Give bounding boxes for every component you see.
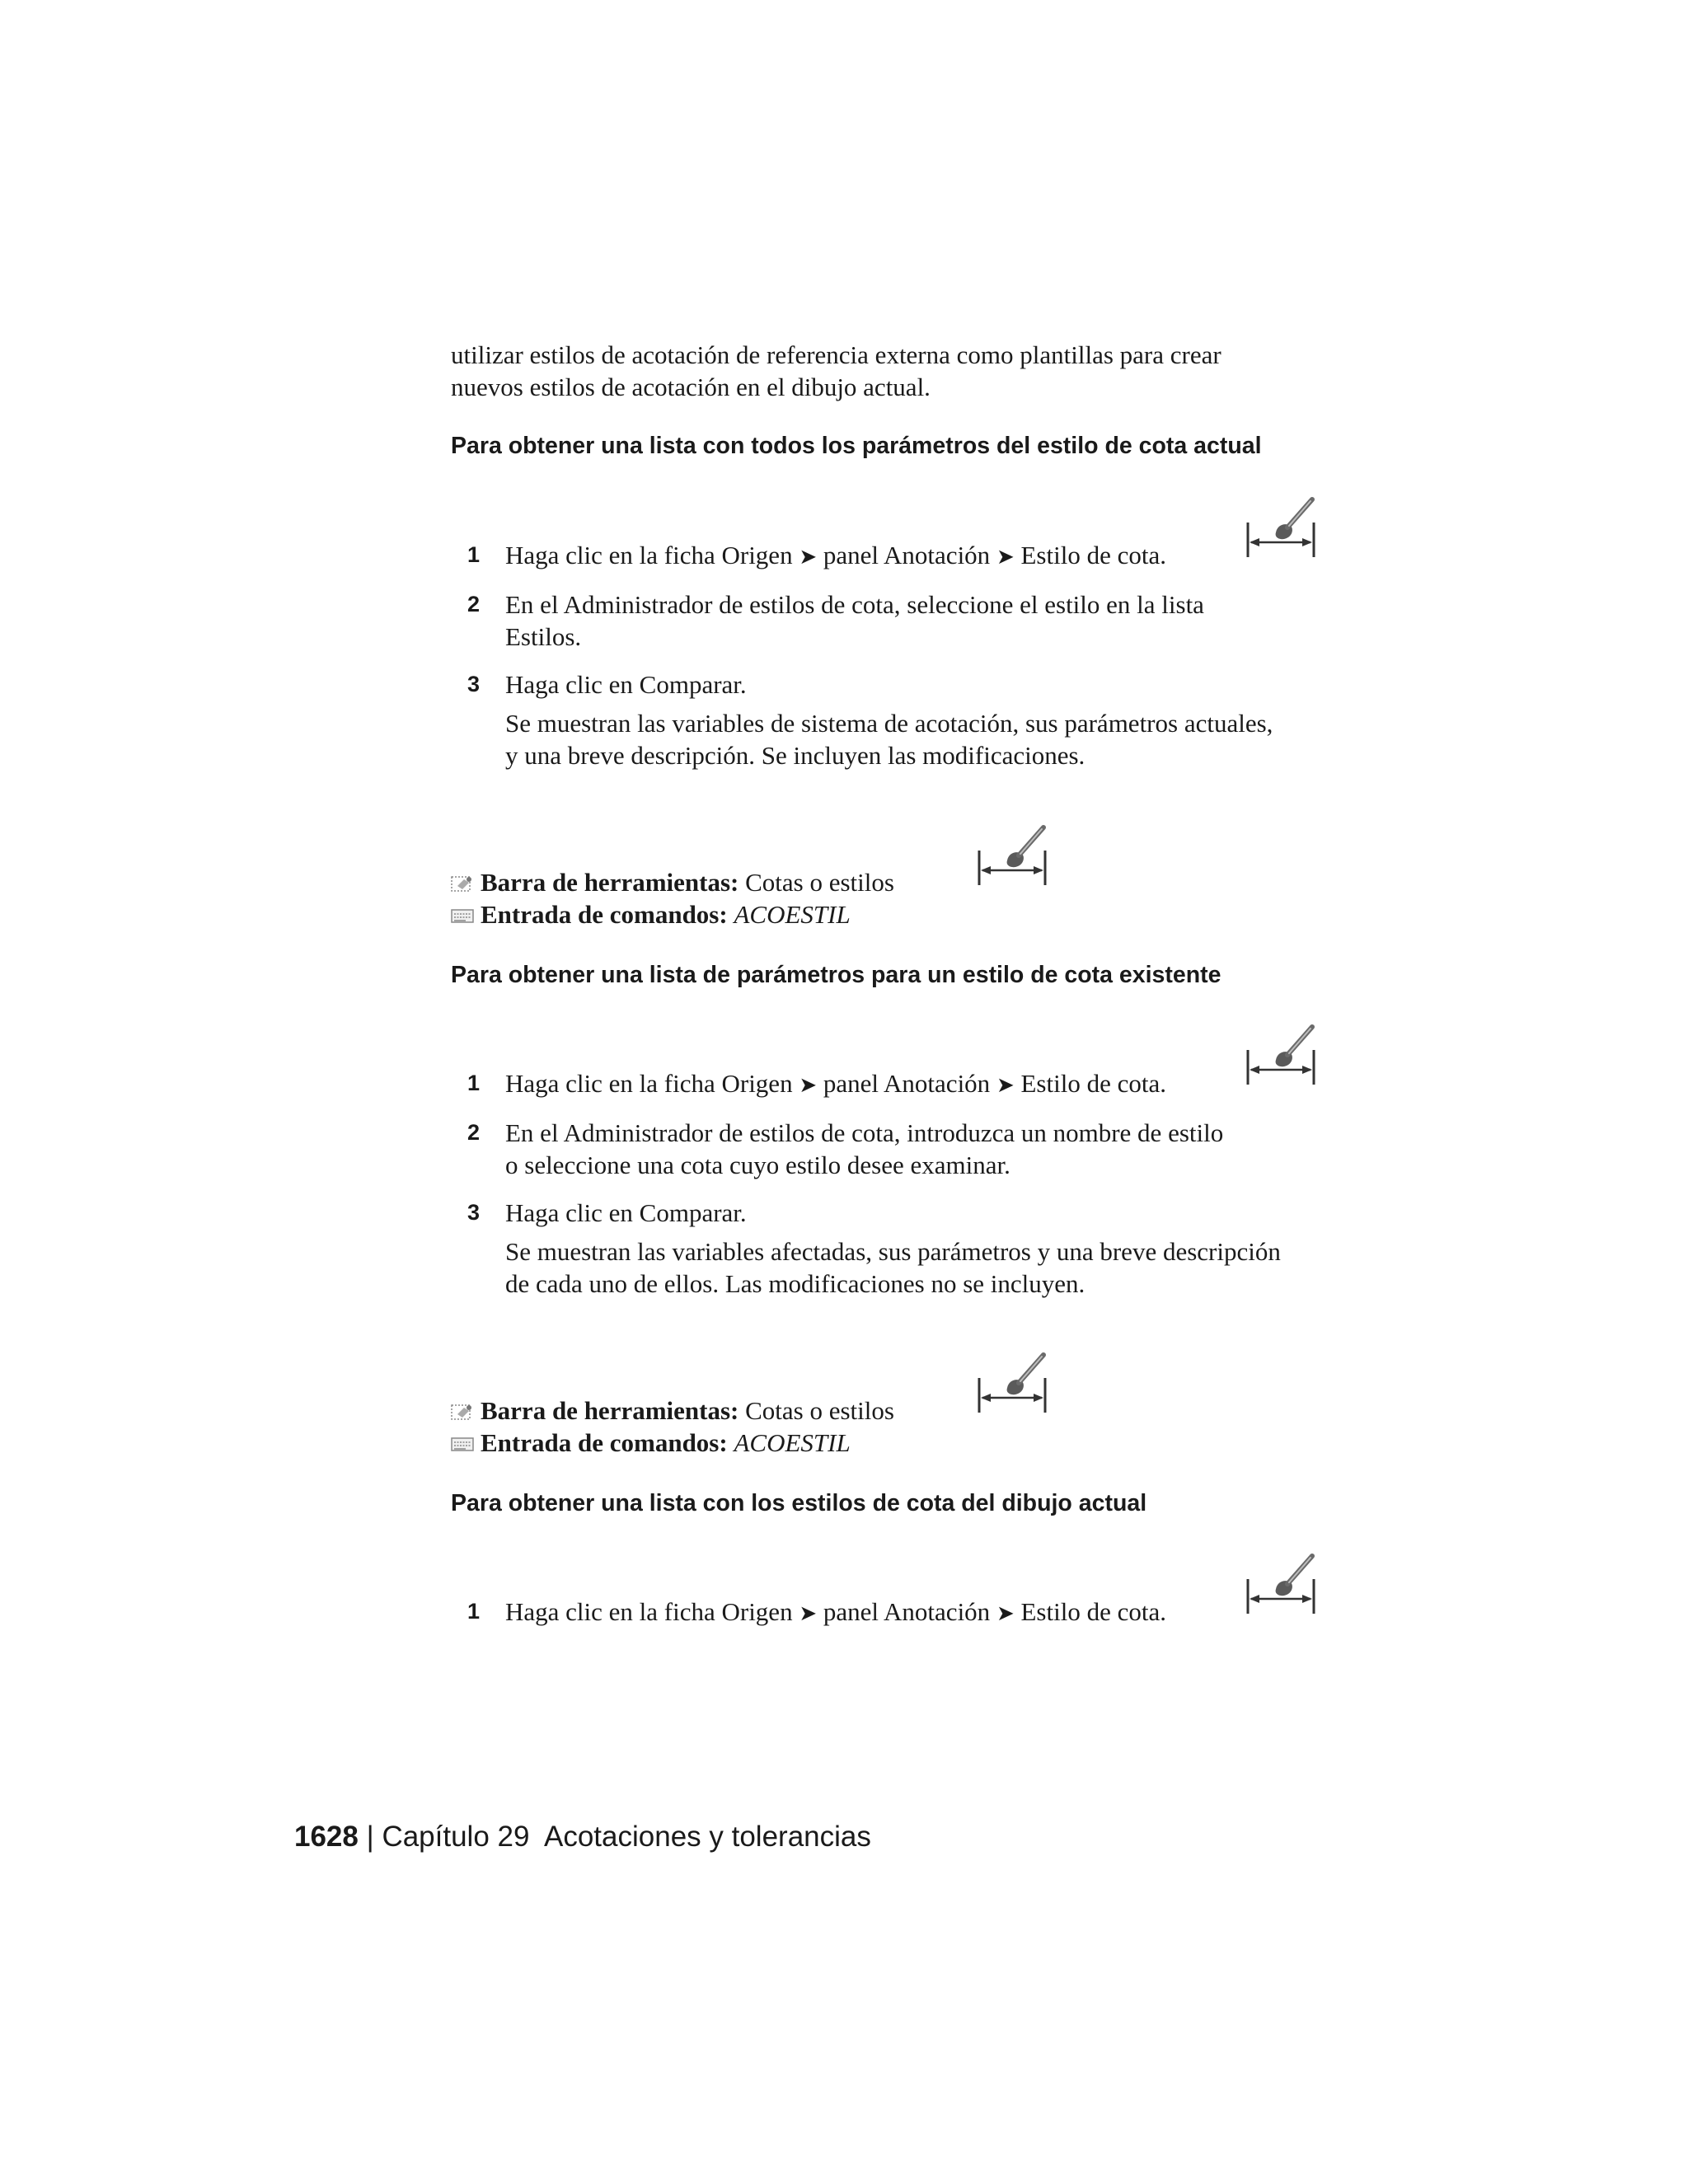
- step-text: [505, 588, 1338, 653]
- toolbar-label: Barra de herramientas:: [481, 868, 739, 897]
- note-line-1: Se muestran las variables afectadas, sus parámetros y una breve descripción: [505, 1237, 1281, 1266]
- arrow-icon: ➤: [996, 1601, 1015, 1626]
- step-text: [505, 539, 1338, 574]
- step-text: [505, 1117, 1338, 1181]
- step-text-pre: Haga clic en la ficha Origen: [505, 1069, 793, 1098]
- step-number: 3: [467, 1200, 481, 1225]
- step-text-line-1: En el Administrador de estilos de cota, seleccione el estilo en la lista: [505, 590, 1204, 619]
- step-number: 2: [467, 592, 481, 616]
- dimension-style-icon: [1245, 1022, 1317, 1088]
- step-text-line-1: En el Administrador de estilos de cota, introduzca un nombre de estilo: [505, 1118, 1224, 1147]
- page-number: 1628: [294, 1821, 359, 1853]
- command-line-icon: [451, 1435, 474, 1453]
- step-number: 1: [467, 1071, 481, 1095]
- section-1-command-ref: [451, 898, 851, 930]
- section-2-command-ref: [451, 1427, 851, 1459]
- note-line-2: de cada uno de ellos. Las modificaciones no se incluyen.: [505, 1269, 1085, 1298]
- note-line-1: Se muestran las variables de sistema de acotación, sus parámetros actuales,: [505, 709, 1273, 738]
- command-label: Entrada de comandos:: [481, 900, 728, 929]
- arrow-icon: ➤: [996, 1073, 1015, 1098]
- footer-chapter: Capítulo 29: [382, 1821, 530, 1853]
- section-1-toolbar-ref: [451, 866, 894, 898]
- arrow-icon: ➤: [799, 545, 818, 569]
- intro-line-2: nuevos estilos de acotación en el dibujo actual.: [451, 373, 931, 401]
- command-label: Entrada de comandos:: [481, 1428, 728, 1457]
- page-footer: [294, 1819, 871, 1855]
- toolbar-value: Cotas o estilos: [745, 868, 894, 897]
- dimension-style-icon: [976, 1350, 1048, 1416]
- step-text-pre: Haga clic en la ficha Origen: [505, 541, 793, 569]
- step-text: Haga clic en Comparar.: [505, 1198, 747, 1227]
- intro-line-1: utilizar estilos de acotación de referencia externa como plantillas para crear: [451, 340, 1221, 369]
- step-text-line-2: Estilos.: [505, 622, 582, 651]
- step-text: Haga clic en Comparar.: [505, 670, 747, 699]
- arrow-icon: ➤: [996, 545, 1015, 569]
- toolbar-value: Cotas o estilos: [745, 1396, 894, 1425]
- step-text-post: Estilo de cota.: [1020, 541, 1166, 569]
- step-text: [505, 1067, 1338, 1102]
- footer-chapter-title: Acotaciones y tolerancias: [544, 1821, 871, 1853]
- step-text-mid: panel Anotación: [823, 541, 991, 569]
- note-line-2: y una breve descripción. Se incluyen las modificaciones.: [505, 741, 1085, 770]
- arrow-icon: ➤: [799, 1073, 818, 1098]
- section-3-heading: Para obtener una lista con los estilos de cota del dibujo actual: [451, 1490, 1147, 1516]
- footer-separator: |: [366, 1821, 374, 1853]
- dimension-style-icon: [1245, 1551, 1317, 1617]
- intro-paragraph: [451, 339, 1333, 403]
- section-1-note: [505, 707, 1338, 771]
- toolbar-label: Barra de herramientas:: [481, 1396, 739, 1425]
- step-text-pre: Haga clic en la ficha Origen: [505, 1597, 793, 1626]
- dimension-style-icon: [1245, 494, 1317, 560]
- step-number: 1: [467, 542, 481, 567]
- step-number: 1: [467, 1599, 481, 1624]
- step-text-mid: panel Anotación: [823, 1069, 991, 1098]
- section-1-heading: Para obtener una lista con todos los parámetros del estilo de cota actual: [451, 433, 1262, 459]
- step-text-line-2: o seleccione una cota cuyo estilo desee examinar.: [505, 1151, 1010, 1179]
- step-text: [505, 1596, 1338, 1630]
- step-number: 2: [467, 1120, 481, 1145]
- step-text-post: Estilo de cota.: [1020, 1597, 1166, 1626]
- dimension-style-icon: [976, 823, 1048, 888]
- toolbar-icon: [451, 874, 474, 893]
- section-2-note: [505, 1235, 1338, 1300]
- section-2-heading: Para obtener una lista de parámetros para un estilo de cota existente: [451, 962, 1221, 988]
- step-text-post: Estilo de cota.: [1020, 1069, 1166, 1098]
- section-2-toolbar-ref: [451, 1394, 894, 1427]
- arrow-icon: ➤: [799, 1601, 818, 1626]
- step-text-mid: panel Anotación: [823, 1597, 991, 1626]
- toolbar-icon: [451, 1403, 474, 1421]
- command-line-icon: [451, 907, 474, 925]
- command-value: ACOESTIL: [734, 1428, 851, 1457]
- step-number: 3: [467, 672, 481, 696]
- command-value: ACOESTIL: [734, 900, 851, 929]
